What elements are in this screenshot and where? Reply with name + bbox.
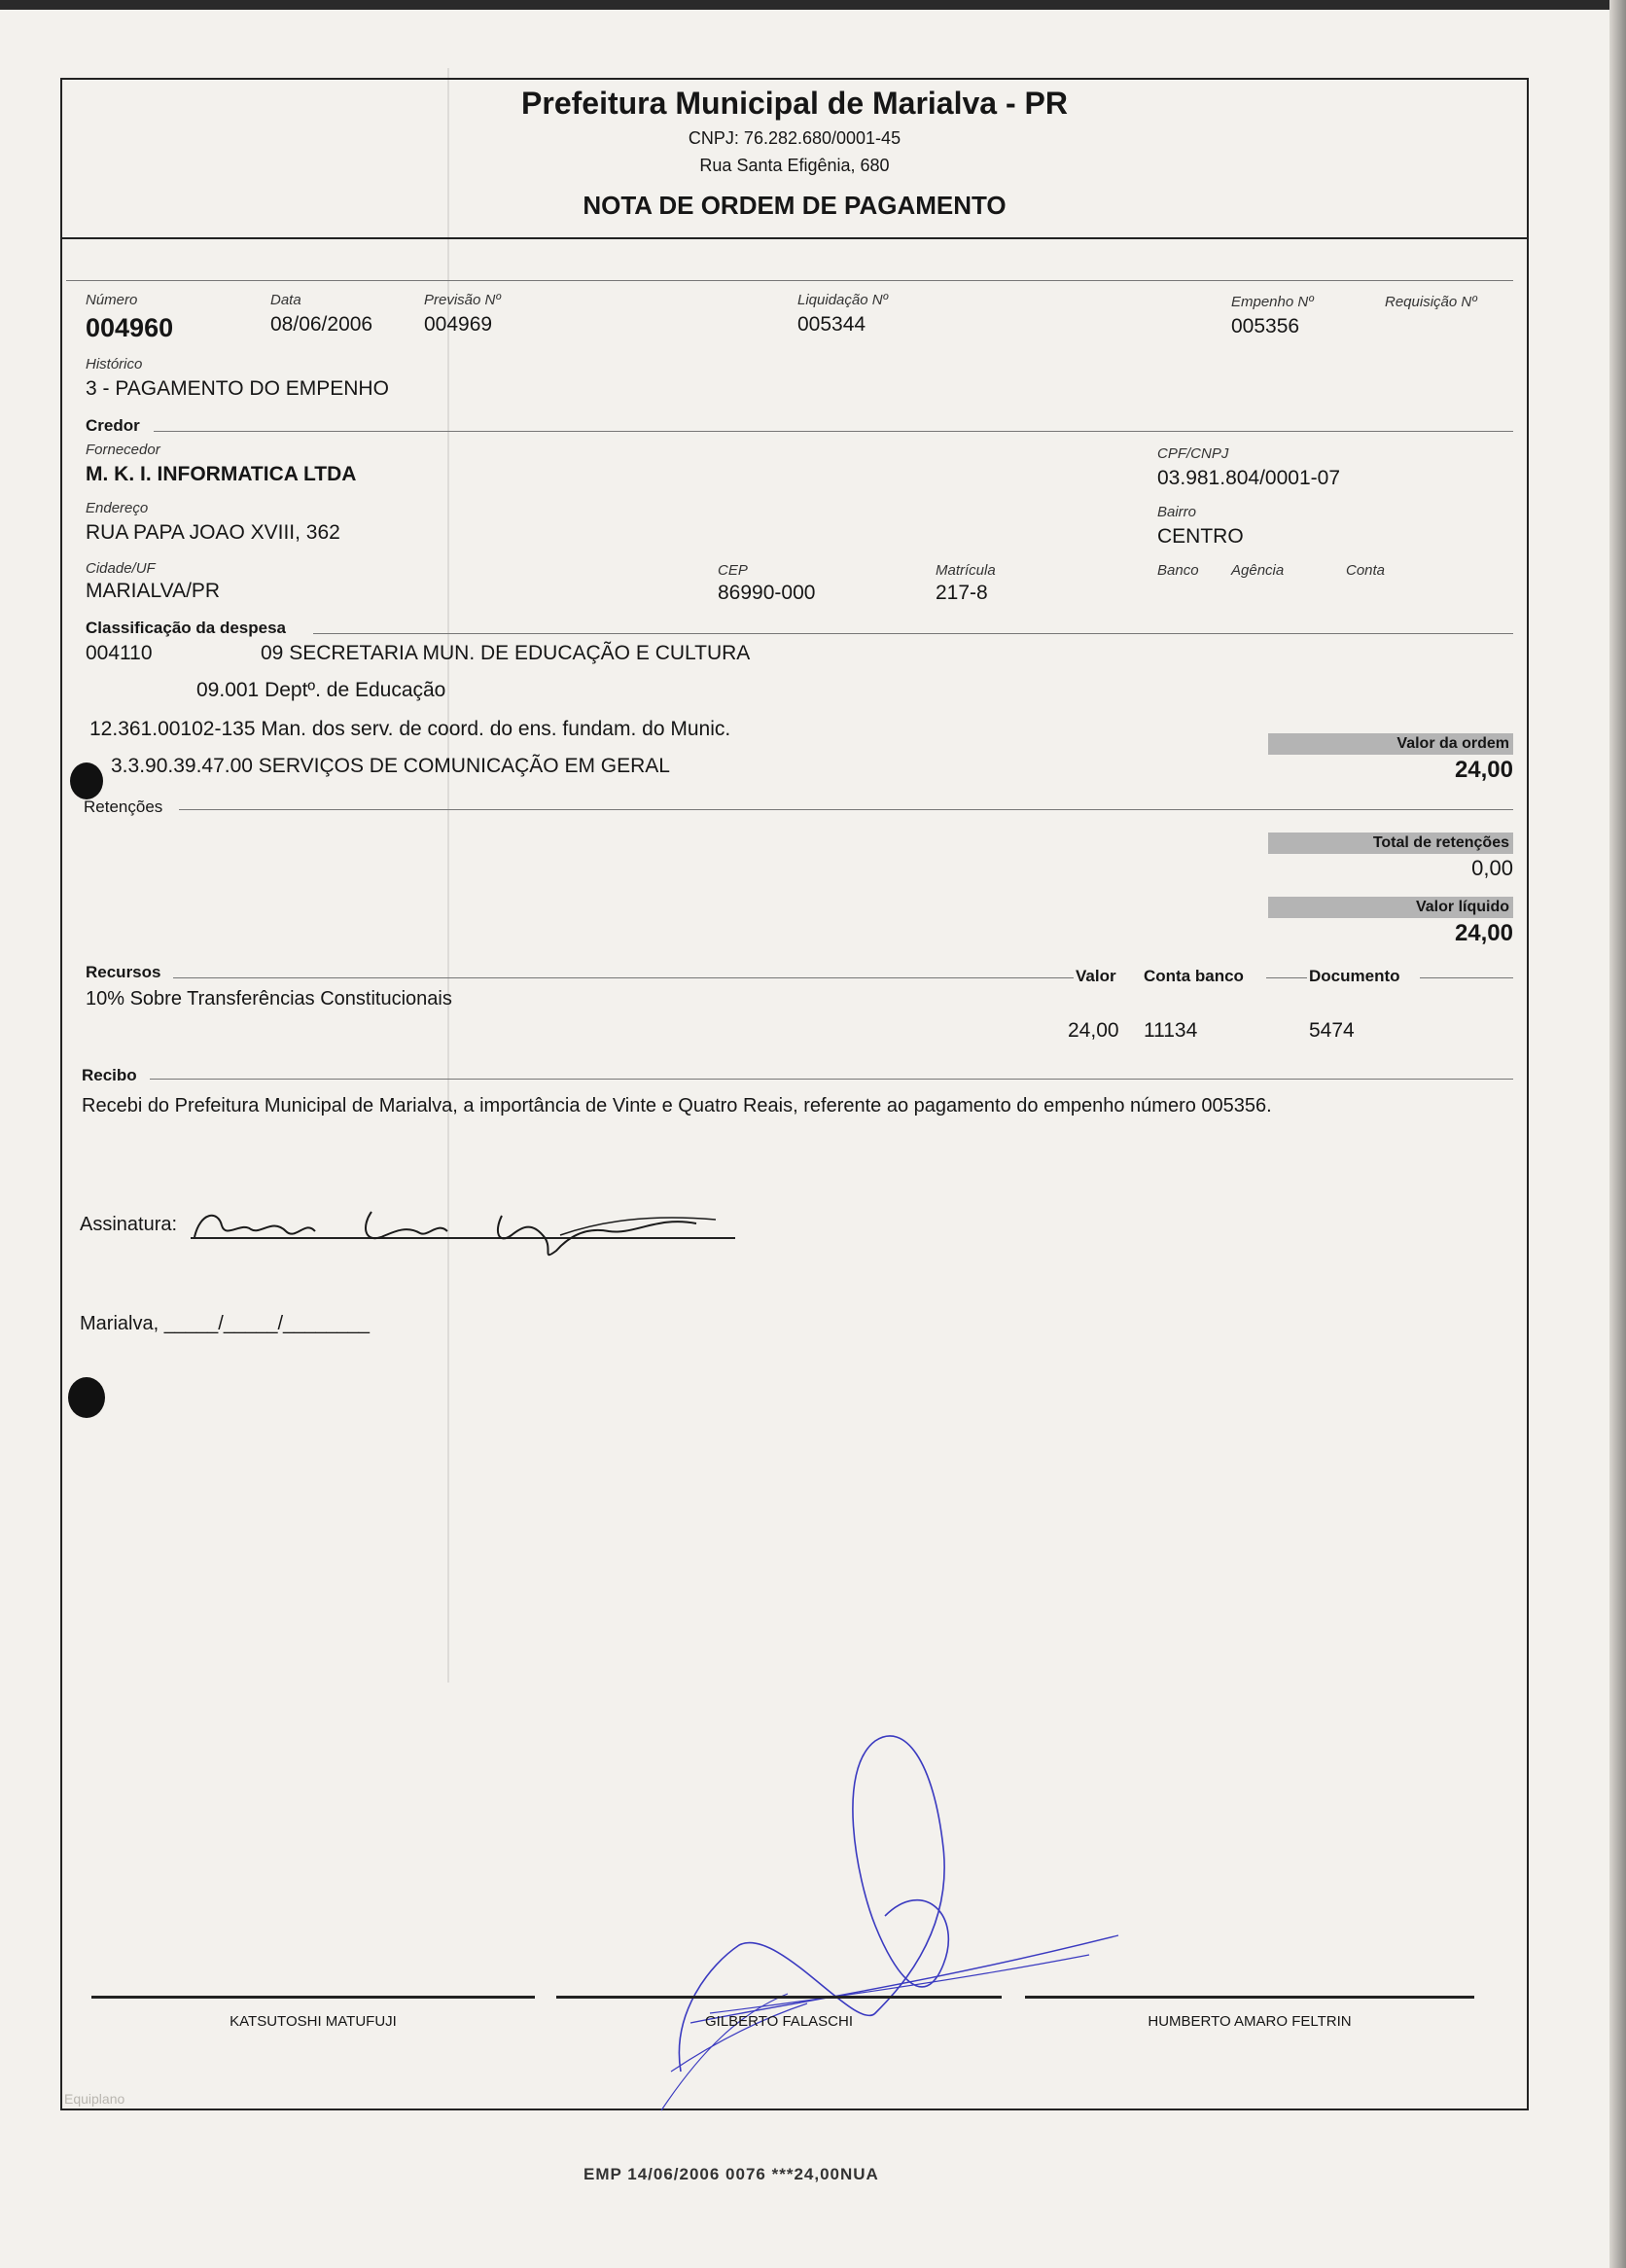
fornecedor-value: M. K. I. INFORMATICA LTDA — [86, 463, 357, 485]
signature-line-1 — [91, 1996, 535, 1999]
payment-stamp: EMP 14/06/2006 0076 ***24,00NUA — [583, 2165, 879, 2183]
watermark-equiplano: Equiplano — [64, 2091, 125, 2107]
endereco-label: Endereço — [86, 500, 149, 516]
header-divider — [60, 237, 1529, 239]
total-retencoes-value: 0,00 — [1471, 856, 1513, 880]
matricula-value: 217-8 — [936, 582, 988, 604]
previsao-label: Previsão Nº — [424, 292, 501, 308]
retencoes-section-title: Retenções — [84, 797, 163, 816]
signatory-3: HUMBERTO AMARO FELTRIN — [1148, 2013, 1352, 2030]
data-value: 08/06/2006 — [270, 313, 373, 336]
classificacao-line2: 09.001 Deptº. de Educação — [196, 679, 446, 701]
blue-signature — [632, 1721, 1138, 2149]
credor-section-title: Credor — [86, 416, 140, 435]
recursos-valor-label: Valor — [1076, 967, 1116, 985]
empenho-value: 005356 — [1231, 315, 1300, 337]
fornecedor-label: Fornecedor — [86, 442, 160, 458]
cep-label: CEP — [718, 562, 748, 579]
endereco-value: RUA PAPA JOAO XVIII, 362 — [86, 521, 340, 544]
classificacao-section-title: Classificação da despesa — [86, 619, 287, 637]
signatory-2: GILBERTO FALASCHI — [705, 2013, 853, 2030]
recursos-rule-2 — [1266, 977, 1307, 978]
recursos-documento-label: Documento — [1309, 967, 1400, 985]
recibo-rule — [150, 1079, 1513, 1080]
info-divider — [66, 280, 1513, 281]
bairro-value: CENTRO — [1157, 525, 1244, 548]
recursos-section-title: Recursos — [86, 963, 161, 981]
agencia-label: Agência — [1231, 562, 1285, 579]
credor-rule — [154, 431, 1513, 432]
empenho-label: Empenho Nº — [1231, 294, 1314, 310]
local-data: Marialva, _____/_____/________ — [80, 1313, 371, 1334]
bairro-label: Bairro — [1157, 504, 1197, 520]
classificacao-line1: 09 SECRETARIA MUN. DE EDUCAÇÃO E CULTURA — [261, 642, 751, 664]
numero-label: Número — [86, 292, 138, 308]
hole-punch-bottom — [68, 1377, 105, 1418]
data-label: Data — [270, 292, 301, 308]
requisicao-label: Requisição Nº — [1385, 294, 1477, 310]
banco-label: Banco — [1157, 562, 1199, 579]
signatory-1: KATSUTOSHI MATUFUJI — [230, 2013, 397, 2030]
signature-line-2 — [556, 1996, 1002, 1999]
recursos-documento: 5474 — [1309, 1019, 1355, 1042]
classificacao-line4: 3.3.90.39.47.00 SERVIÇOS DE COMUNICAÇÃO EM GERAL — [111, 755, 670, 777]
cpf-value: 03.981.804/0001-07 — [1157, 467, 1341, 489]
historico-label: Histórico — [86, 356, 143, 372]
signature-line-3 — [1025, 1996, 1474, 1999]
retencoes-rule — [179, 809, 1513, 810]
recursos-rule — [173, 977, 1074, 978]
liquidacao-label: Liquidação Nº — [797, 292, 889, 308]
recursos-rule-3 — [1420, 977, 1513, 978]
recursos-conta-label: Conta banco — [1144, 967, 1244, 985]
recursos-descricao: 10% Sobre Transferências Constitucionais — [86, 988, 452, 1010]
cep-value: 86990-000 — [718, 582, 816, 604]
cidade-value: MARIALVA/PR — [86, 580, 221, 602]
document-title: NOTA DE ORDEM DE PAGAMENTO — [583, 191, 1007, 220]
historico-value: 3 - PAGAMENTO DO EMPENHO — [86, 377, 389, 400]
classificacao-rule — [313, 633, 1513, 634]
classificacao-code: 004110 — [86, 642, 153, 664]
valor-ordem-label: Valor da ordem — [1268, 733, 1513, 755]
recibo-text: Recebi do Prefeitura Municipal de Marialva, a importância de Vinte e Quatro Reais, referente ao pagamento do empenho número 005356. — [82, 1095, 1272, 1116]
valor-ordem-value: 24,00 — [1454, 757, 1513, 783]
numero-value: 004960 — [86, 313, 174, 342]
scan-edge-right — [1609, 0, 1626, 2268]
handwritten-signature — [191, 1192, 745, 1260]
cidade-label: Cidade/UF — [86, 560, 156, 577]
conta-label: Conta — [1346, 562, 1386, 579]
valor-liquido-value: 24,00 — [1454, 920, 1513, 946]
classificacao-line3: 12.361.00102-135 Man. dos serv. de coord. do ens. fundam. do Munic. — [89, 718, 731, 740]
valor-liquido-label: Valor líquido — [1268, 897, 1513, 918]
page-title: Prefeitura Municipal de Marialva - PR — [521, 86, 1068, 121]
matricula-label: Matrícula — [936, 562, 996, 579]
previsao-value: 004969 — [424, 313, 493, 336]
hole-punch-top — [70, 762, 103, 799]
liquidacao-value: 005344 — [797, 313, 866, 336]
cpf-label: CPF/CNPJ — [1157, 445, 1229, 462]
scan-edge-top — [0, 0, 1626, 10]
recursos-valor: 24,00 — [1068, 1019, 1119, 1042]
recibo-section-title: Recibo — [82, 1066, 137, 1084]
header-cnpj: CNPJ: 76.282.680/0001-45 — [688, 128, 901, 148]
assinatura-label: Assinatura: — [80, 1214, 178, 1235]
recursos-conta: 11134 — [1144, 1019, 1198, 1042]
header-address: Rua Santa Efigênia, 680 — [699, 156, 890, 175]
total-retencoes-label: Total de retenções — [1268, 833, 1513, 854]
